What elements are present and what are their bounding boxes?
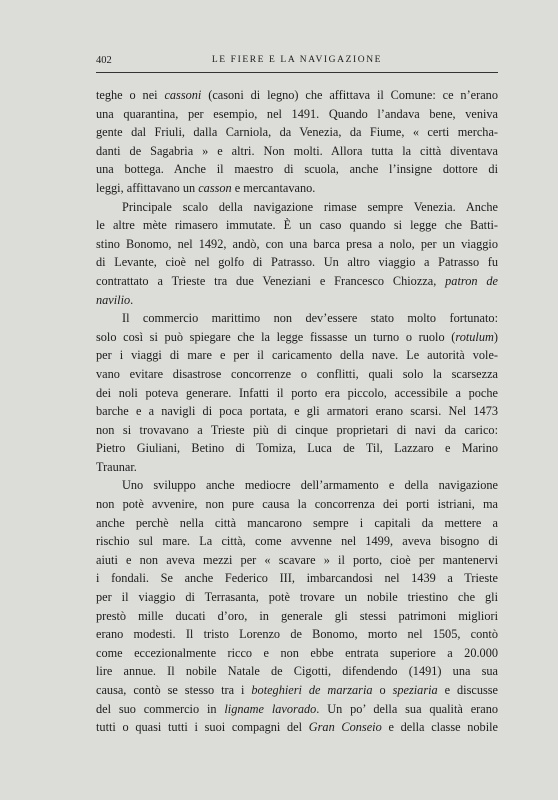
text-line: barche e a navigli di poca portata, e gli armatori erano scarsi. Nel 1473 [96,404,498,419]
running-title: LE FIERE E LA NAVIGAZIONE [211,55,383,65]
body-text [96,86,498,737]
text-line: per i viaggi di mare e per il caricamento della nave. Le autorità vole- [96,348,498,363]
text-line: erano modesti. Il tristo Lorenzo de Bonomo, morto nel 1505, contò [96,627,498,642]
text-line: Principale scalo della navigazione rimase sempre Venezia. Anche [122,199,498,214]
text-line: una quarantina, per esempio, nel 1491. Quando l’andava bene, veniva [96,106,498,121]
text-line: una bottega. Anche il maestro di scuola, anche l’insigne dottore di [96,162,498,177]
text-line: anche perchè nella città mancarono sempre i capitali da mettere a [96,515,498,530]
text-line: non potè avvenire, non pure causa la concorrenza dei porti istriani, ma [96,497,498,512]
text-line: solo così si può spiegare che la legge fissasse un turno o ruolo (rotulum) [96,329,498,344]
text-line: contrattato a Trieste tra due Veneziani e Francesco Chiozza, patron de [96,273,498,288]
text-line: tutti o quasi tutti i suoi compagni del Gran Conseio e della classe nobile [96,720,498,735]
page-header [96,55,498,69]
text-line: stino Bonomo, nel 1492, andò, con una barca presa a nolo, per un viaggio [96,236,498,251]
text-line: navilio. [96,292,134,307]
text-line: Pietro Giuliani, Betino di Tomiza, Luca de Til, Lazzaro e Marino [96,441,498,456]
text-line: i fondali. Se anche Federico III, imbarcandosi nel 1439 a Trieste [96,571,498,586]
text-line: causa, contò se stesso tra i boteghieri de marzaria o speziaria e discusse [96,683,499,697]
text-line: vano evitare disastrose concorrenze o conflitti, quali solo la scarsezza [96,366,498,381]
text-line: aiuti e non aveva mezzi per « scavare » il porto, cioè per mantenervi [96,552,498,567]
text-line: Il commercio marittimo non dev’essere stato molto fortunato: [122,311,498,326]
text-line: come eccezionalmente ricco e non ebbe entrata superiore a 20.000 [96,645,498,660]
text-line: leggi, affittavano un casson e mercantavano. [96,180,316,195]
text-line: lire annue. Il nobile Natale de Cigotti, difendendo (1491) una sua [96,664,498,679]
text-line: prestò mille ducati d’oro, in generale gli stessi patrimoni migliori [96,608,498,623]
text-line: Traunar. [96,459,137,474]
text-line: per il viaggio di Terrasanta, potè trovare un nobile triestino che gli [96,590,498,605]
text-line: danti de Sagabria » e altri. Non molti. Allora tutta la città diventava [96,143,498,158]
text-line: rischio sul mare. La città, come avvenne nel 1499, aveva bisogno di [96,534,498,549]
page-number: 402 [96,55,112,66]
text-line: Uno sviluppo anche mediocre dell’armamento e della navigazione [122,478,498,493]
header-rule [96,72,498,73]
text-line: del suo commercio in ligname lavorado. Un po’ della sua qualità erano [96,701,499,716]
text-line: non si trovavano a Trieste più di cinque proprietari di navi da carico: [96,422,498,437]
text-line: dei noli poteva generare. Infatti il porto era piccolo, accessibile a poche [96,385,498,400]
text-line: di Levante, cioè nel golfo di Patrasso. Un altro viaggio a Patrasso fu [96,255,498,270]
text-line: le altre mète rimasero immutate. È un caso quando si legge che Batti- [96,218,498,233]
text-line: gente dal Friuli, dalla Carniola, da Venezia, da Fiume, « certi mercha- [96,125,498,140]
text-line: teghe o nei cassoni (casoni di legno) che affittava il Comune: ce n’erano [96,88,498,102]
